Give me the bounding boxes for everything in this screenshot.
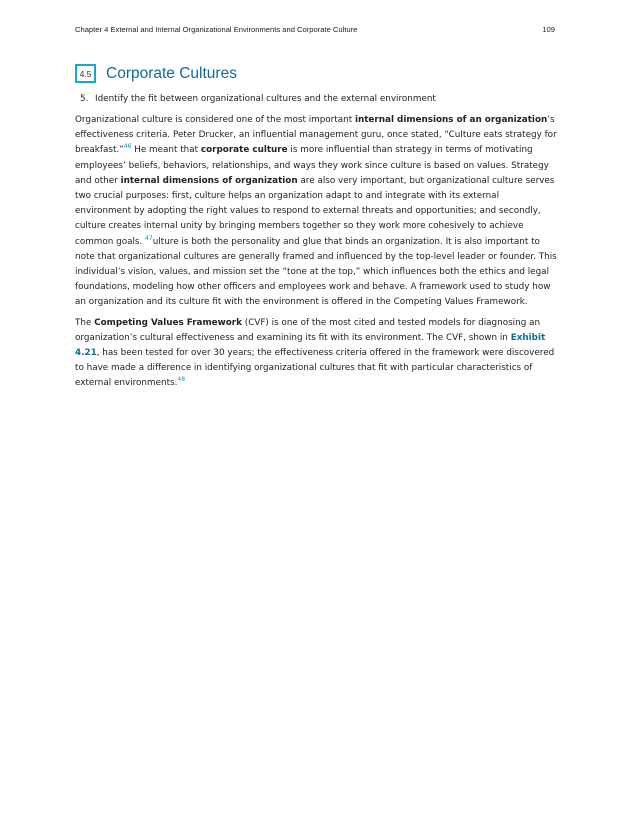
body-content (75, 113, 557, 397)
p1-bold-term-3: internal dimensions of organization (120, 175, 298, 186)
section-title: Corporate Cultures (106, 64, 237, 82)
section-number: 4.5 (79, 68, 92, 79)
section-heading (75, 64, 237, 83)
p1-bold-term-1: internal dimensions of an organization (354, 115, 548, 125)
p1-text-5: are also very important, but organizational culture serves two crucial purposes: first, culture helps an organization adapt to and integrate with its external environment by adopting the right values to respond to external threats and opportunities; and secondly, culture creates internal unity by bringing members together so they work more cohesively to achieve common goals. (75, 175, 555, 247)
exhibit-link[interactable]: Exhibit 4.21 (75, 332, 546, 359)
p1-bold-term-2: corporate culture (200, 145, 288, 156)
chapter-title: Chapter 4 External and Internal Organizational Environments and Corporate Culture (75, 25, 358, 34)
running-header (75, 25, 555, 34)
p1-text-4: is more influential than strategy in terms of motivating employees’ beliefs, behaviors, relationships, and ways they work since culture is based on values. Strategy and other (75, 145, 549, 186)
objective-number: 5. (80, 94, 89, 104)
paragraph-2 (75, 316, 557, 392)
p1-text-3: He meant that (131, 145, 201, 156)
p2-text-1: The (75, 317, 95, 328)
p1-text-1: Organizational culture is considered one of the most important (75, 115, 355, 125)
paragraph-1 (75, 113, 557, 311)
footnote-48[interactable]: 48 (177, 376, 186, 384)
p2-text-3: , has been tested for over 30 years; the effectiveness criteria offered in the framework were discovered to have made a difference in identifying organizational cultures that fit with particular characteristics of external environments. (75, 348, 555, 389)
learning-objective (80, 94, 436, 104)
footnote-46[interactable]: 46 (123, 143, 132, 151)
section-number-box (75, 64, 96, 83)
objective-text: Identify the fit between organizational cultures and the external environment (95, 94, 436, 104)
p2-bold-term-1: Competing Values Framework (94, 317, 242, 328)
footnote-47[interactable]: 47 (145, 234, 153, 242)
p1-text-6: ulture is both the personality and glue that binds an organization. It is also important to note that organizational cultures are generally framed and influenced by the top-level leader or founder. This individual’s vision, values, and mission set the “tone at the top,” which influences both the ethics and legal foundations, modeling how other officers and employees work and behave. A framework used to study how an organization and its culture fit with the environment is offered in the Competing Values Framework. (75, 236, 557, 308)
p2-text-2: (CVF) is one of the most cited and tested models for diagnosing an organization’s cultural effectiveness and examining its fit with its environment. The CVF, shown in (75, 317, 541, 343)
page-number: 109 (542, 25, 555, 34)
p1-text-2: ’s effectiveness criteria. Peter Drucker, an influential management guru, once stated, “Culture eats strategy for breakfast.” (75, 115, 557, 156)
